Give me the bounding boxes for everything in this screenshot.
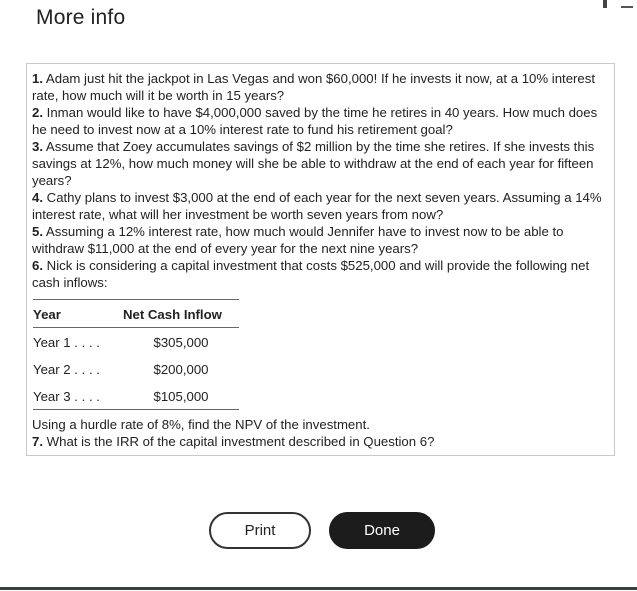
table-row bbox=[33, 328, 239, 356]
dialog-title: More info bbox=[36, 6, 126, 29]
year-cell: Year 1 . . . . bbox=[33, 335, 100, 350]
bottom-divider bbox=[0, 587, 637, 590]
year-cell: Year 3 . . . . bbox=[33, 382, 123, 410]
question-3 bbox=[32, 138, 607, 189]
question-number: 1. bbox=[32, 71, 43, 86]
window-control-icon bbox=[603, 0, 607, 8]
question-number: 6. bbox=[32, 258, 43, 273]
question-text: Inman would like to have $4,000,000 saved by the time he retires in 40 years. How much does he need to invest now at a 10% interest rate to fund his retirement goal? bbox=[32, 105, 598, 137]
info-panel bbox=[26, 63, 615, 456]
print-button[interactable]: Print bbox=[209, 512, 311, 549]
year-cell: Year 2 . . . . bbox=[33, 362, 100, 377]
question-4 bbox=[32, 189, 607, 223]
question-number: 3. bbox=[32, 139, 43, 154]
question-6 bbox=[32, 257, 607, 291]
question-5 bbox=[32, 223, 607, 257]
question-number: 7. bbox=[32, 434, 43, 449]
done-button[interactable]: Done bbox=[329, 512, 435, 549]
column-header-inflow: Net Cash Inflow bbox=[123, 300, 239, 328]
question-text: Nick is considering a capital investment that costs $525,000 and will provide the following net cash inflows: bbox=[32, 258, 590, 290]
question-2 bbox=[32, 104, 607, 138]
minimize-icon bbox=[621, 6, 633, 8]
column-header-year: Year bbox=[33, 300, 123, 328]
question-number: 2. bbox=[32, 105, 43, 120]
inflow-cell: $105,000 bbox=[123, 382, 239, 410]
question-text: What is the IRR of the capital investment described in Question 6? bbox=[43, 434, 435, 449]
table-header-row bbox=[33, 300, 239, 328]
question-number: 4. bbox=[32, 190, 43, 205]
npv-instruction: Using a hurdle rate of 8%, find the NPV of the investment. bbox=[32, 417, 370, 432]
question-number: 5. bbox=[32, 224, 43, 239]
question-1 bbox=[32, 70, 607, 104]
question-7 bbox=[32, 433, 607, 450]
question-text: Adam just hit the jackpot in Las Vegas and won $60,000! If he invests it now, at a 10% interest rate, how much will it be worth in 15 years? bbox=[32, 71, 596, 103]
inflow-cell: $305,000 bbox=[153, 335, 209, 350]
table-row bbox=[33, 382, 239, 410]
question-text: Assuming a 12% interest rate, how much would Jennifer have to invest now to be able to withdraw $11,000 at the end of every year for the next nine years? bbox=[32, 224, 564, 256]
table-row bbox=[33, 355, 239, 382]
cash-inflow-table bbox=[33, 299, 239, 410]
inflow-cell: $200,000 bbox=[153, 362, 209, 377]
info-content bbox=[32, 70, 607, 450]
question-text: Assume that Zoey accumulates savings of $2 million by the time she retires. If she invests this savings at 12%, how much money will she be able to withdraw at the end of each year for fifteen years? bbox=[32, 139, 595, 188]
question-text: Cathy plans to invest $3,000 at the end of each year for the next seven years. Assuming a 14% interest rate, what will her investment be worth seven years from now? bbox=[32, 190, 602, 222]
